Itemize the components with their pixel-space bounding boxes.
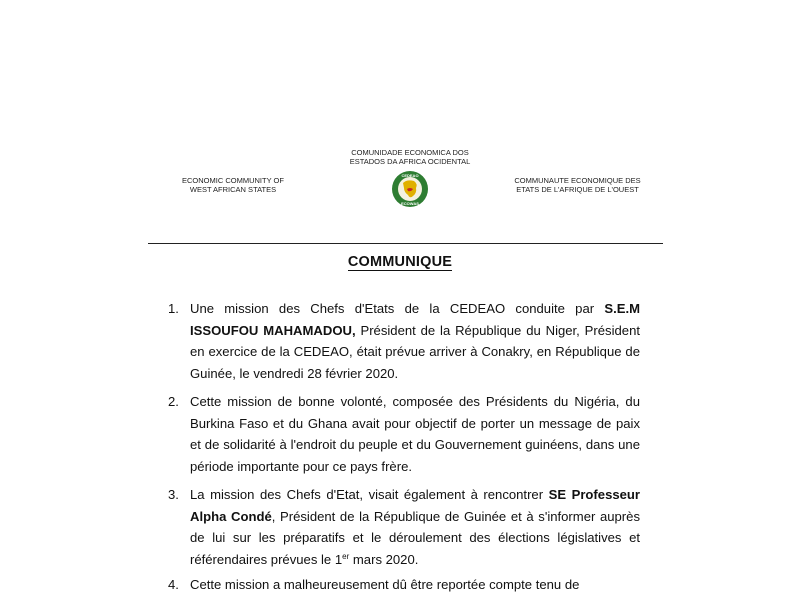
- paragraph-body: [190, 391, 640, 477]
- paragraph-text: mars 2020.: [349, 551, 419, 567]
- logo-top-text: CEDEAO: [401, 173, 419, 178]
- header-divider: [148, 243, 663, 244]
- org-name-portuguese-line2: ESTADOS DA AFRICA OCIDENTAL: [349, 157, 471, 166]
- org-name-english-line2: WEST AFRICAN STATES: [189, 185, 277, 194]
- org-name-english: [168, 176, 298, 194]
- paragraph-text: Président de la République du Niger, Président en exercice de la CEDEAO, était prévue arriver à Conakry, en République de Guinée, le vendredi 28 février 2020.: [190, 322, 640, 381]
- paragraph-number: 1.: [168, 301, 179, 316]
- paragraph-2: [168, 391, 640, 477]
- paragraph-1: [168, 298, 640, 384]
- paragraph-number: 2.: [168, 394, 179, 409]
- paragraph-body: [190, 574, 640, 596]
- paragraph-body: [190, 298, 640, 384]
- paragraph-bold-text: SE Professeur Alpha Condé: [190, 487, 641, 524]
- document-title: [0, 254, 800, 270]
- superscript-text: er: [342, 551, 350, 561]
- paragraph-3: [168, 484, 640, 570]
- org-name-portuguese: [335, 148, 485, 166]
- paragraph-body: [190, 484, 640, 570]
- paragraph-bold-text: S.E.M ISSOUFOU MAHAMADOU,: [190, 301, 640, 338]
- paragraph-number: 4.: [168, 577, 179, 592]
- document-title-text: COMMUNIQUE: [347, 254, 453, 270]
- ecowas-logo: [390, 168, 430, 212]
- org-name-english-line1: ECONOMIC COMMUNITY OF: [182, 176, 284, 185]
- paragraph-text: , Président de la République de Guinée et à s'informer auprès de lui sur les préparatifs et le déroulement des élections législatives et référendaires prévues le 1: [190, 508, 640, 567]
- org-name-french: [500, 176, 655, 194]
- logo-bottom-text: ECOWAS: [401, 201, 419, 206]
- org-name-portuguese-line1: COMUNIDADE ECONOMICA DOS: [351, 148, 469, 157]
- org-name-french-line2: ETATS DE L'AFRIQUE DE L'OUEST: [516, 185, 639, 194]
- paragraph-text: Cette mission a malheureusement dû être reportée compte tenu de: [190, 577, 580, 592]
- org-name-french-line1: COMMUNAUTE ECONOMIQUE DES: [514, 176, 641, 185]
- paragraph-text: La mission des Chefs d'Etat, visait également à rencontrer: [190, 487, 549, 502]
- paragraph-number: 3.: [168, 487, 179, 502]
- paragraph-text: Cette mission de bonne volonté, composée des Présidents du Nigéria, du Burkina Faso et du Ghana avait pour objectif de porter un message de paix et de solidarité à l'endroit du peuple et du Gouvernement guinéens, dans une période importante pour ce pays frère.: [190, 394, 640, 474]
- paragraph-4: [168, 574, 640, 596]
- paragraph-text: Une mission des Chefs d'Etats de la CEDEAO conduite par: [190, 301, 605, 316]
